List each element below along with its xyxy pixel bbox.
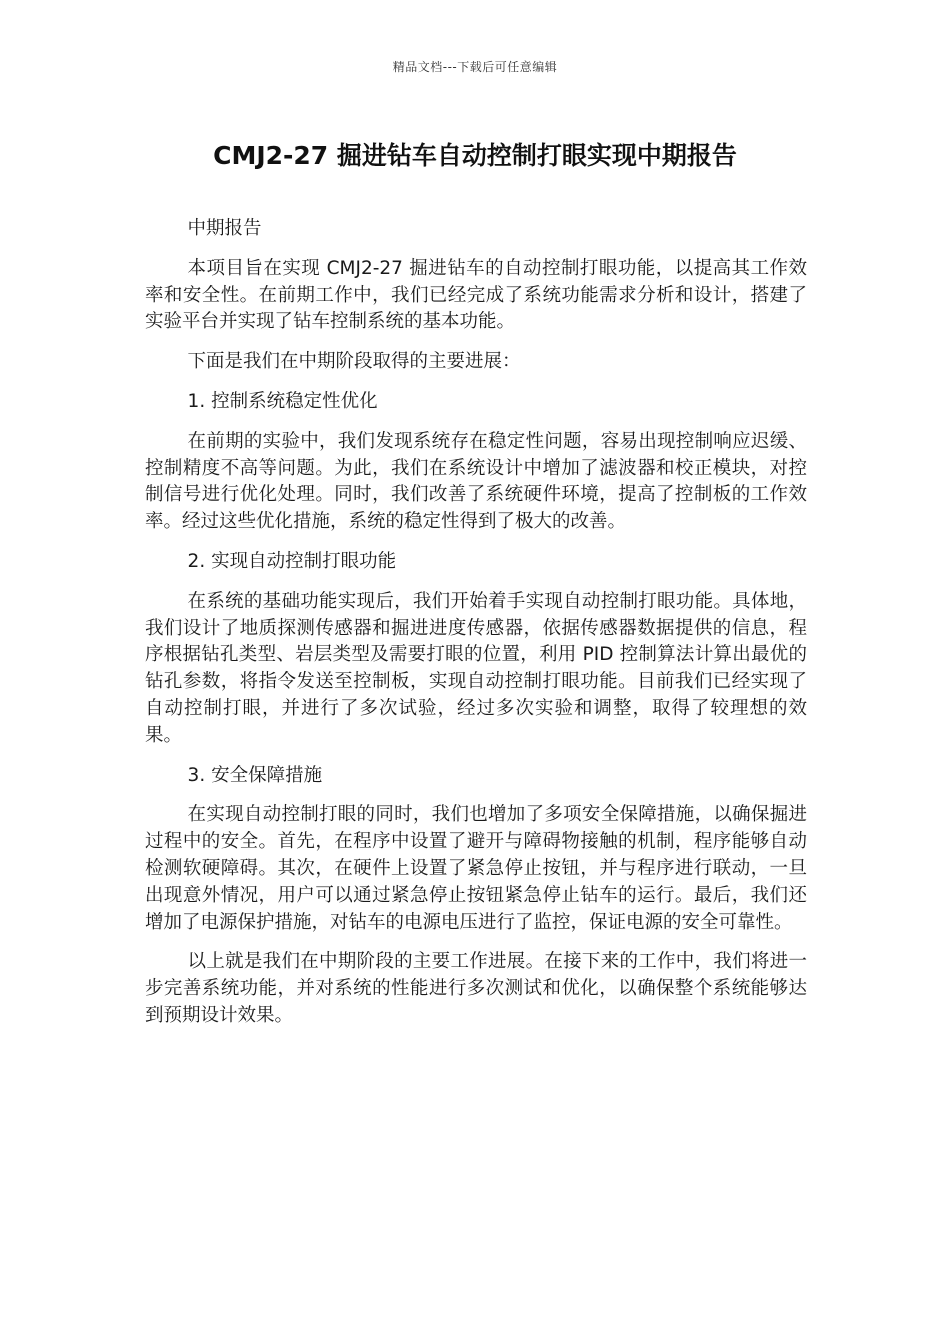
conclusion-paragraph: 以上就是我们在中期阶段的主要工作进展。在接下来的工作中，我们将进一步完善系统功能，并对系统的性能进行多次测试和优化，以确保整个系统能够达到预期设计效果。 — [145, 951, 807, 1026]
section-heading-3: 3. 安全保障措施 — [187, 764, 323, 786]
document-title: CMJ2-27 掘进钻车自动控制打眼实现中期报告 — [213, 141, 737, 170]
section-2-paragraph: 在系统的基础功能实现后，我们开始着手实现自动控制打眼功能。具体地，我们设计了地质探测传感器和掘进进度传感器，依据传感器数据提供的信息，程序根据钻孔类型、岩层类型及需要打眼的位置，利用 PID 控制算法计算出最优的钻孔参数，将指令发送至控制板，实现自动控制打眼功能。目前我们已经实现了自动控制打眼，并进行了多次试验，经过多次实验和调整，取得了较理想的效果。 — [145, 590, 807, 746]
section-3-paragraph: 在实现自动控制打眼的同时，我们也增加了多项安全保障措施，以确保掘进过程中的安全。首先，在程序中设置了避开与障碍物接触的机制，程序能够自动检测软硬障碍。其次，在硬件上设置了紧急停止按钮，并与程序进行联动，一旦出现意外情况，用户可以通过紧急停止按钮紧急停止钻车的运行。最后，我们还增加了电源保护措施，对钻车的电源电压进行了监控，保证电源的安全可靠性。 — [145, 804, 807, 933]
intro-paragraph: 本项目旨在实现 CMJ2-27 掘进钻车的自动控制打眼功能，以提高其工作效率和安全性。在前期工作中，我们已经完成了系统功能需求分析和设计，搭建了实验平台并实现了钻车控制系统的基本功能。 — [145, 257, 807, 333]
header-note: 精品文档---下载后可任意编辑 — [392, 60, 558, 74]
document-body — [145, 216, 807, 1043]
section-label-midterm-report: 中期报告 — [187, 218, 262, 239]
section-1-paragraph: 在前期的实验中，我们发现系统存在稳定性问题，容易出现控制响应迟缓、控制精度不高等问题。为此，我们在系统设计中增加了滤波器和校正模块，对控制信号进行优化处理。同时，我们改善了系统硬件环境，提高了控制板的工作效率。经过这些优化措施，系统的稳定性得到了极大的改善。 — [145, 430, 807, 533]
section-heading-2: 2. 实现自动控制打眼功能 — [187, 550, 397, 572]
progress-lead-paragraph: 下面是我们在中期阶段取得的主要进展： — [187, 351, 521, 373]
section-heading-1: 1. 控制系统稳定性优化 — [187, 390, 378, 412]
